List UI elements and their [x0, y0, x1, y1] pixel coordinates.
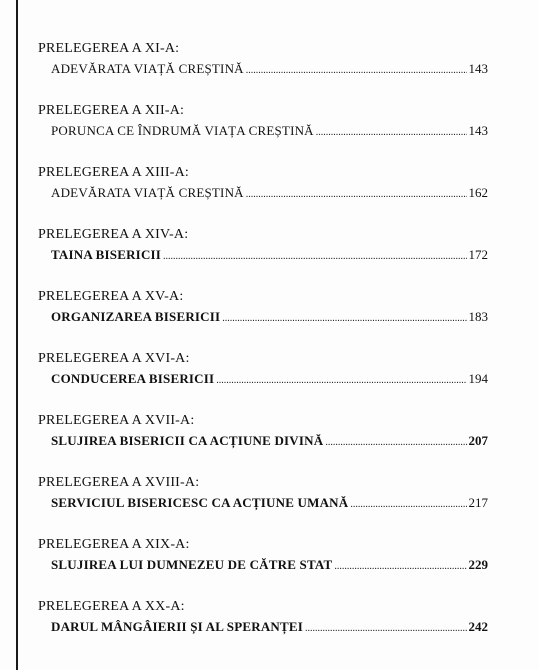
- dot-leader: [316, 124, 467, 141]
- page-number: 162: [468, 185, 488, 200]
- page-number: 217: [468, 495, 488, 510]
- dot-leader: [246, 186, 467, 203]
- lecture-heading: PRELEGEREA A XIX-A:: [38, 537, 190, 552]
- toc-entry: [38, 412, 488, 474]
- toc-entry: [38, 102, 488, 164]
- page-number: 207: [468, 433, 488, 448]
- lecture-heading: PRELEGEREA A XII-A:: [38, 103, 185, 118]
- dot-leader: [350, 496, 466, 513]
- dot-leader: [334, 558, 466, 575]
- page-number: 194: [468, 371, 488, 386]
- page-number: 143: [468, 61, 488, 76]
- chapter-title: CONDUCEREA BISERICII: [51, 371, 215, 386]
- lecture-heading: PRELEGEREA A XIV-A:: [38, 227, 189, 242]
- toc-row: [51, 432, 488, 449]
- toc-entry: [38, 598, 488, 660]
- lecture-heading: PRELEGEREA A XVII-A:: [38, 413, 195, 428]
- page-number: 242: [468, 619, 488, 634]
- toc-row: [51, 370, 488, 387]
- page-number: 172: [468, 247, 488, 262]
- lecture-heading: PRELEGEREA A XVI-A:: [38, 351, 190, 366]
- dot-leader: [163, 248, 466, 265]
- toc-row: [51, 618, 488, 635]
- chapter-title: ADEVĂRATA VIAȚĂ CREȘTINĂ: [51, 61, 244, 76]
- toc-entry: [38, 350, 488, 412]
- toc-row: [51, 308, 488, 325]
- chapter-title: ORGANIZAREA BISERICII: [51, 309, 221, 324]
- toc-row: [51, 556, 488, 573]
- page-number: 183: [468, 309, 488, 324]
- lecture-heading: PRELEGEREA A XX-A:: [38, 599, 185, 614]
- dot-leader: [305, 620, 466, 637]
- table-of-contents: [38, 40, 488, 660]
- lecture-heading: PRELEGEREA A XVIII-A:: [38, 475, 200, 490]
- dot-leader: [222, 310, 466, 327]
- chapter-title: ADEVĂRATA VIAȚĂ CREȘTINĂ: [51, 185, 244, 200]
- lecture-heading: PRELEGEREA A XIII-A:: [38, 165, 189, 180]
- toc-entry: [38, 536, 488, 598]
- page-number: 143: [468, 123, 488, 138]
- toc-entry: [38, 288, 488, 350]
- lecture-heading: PRELEGEREA A XV-A:: [38, 289, 184, 304]
- toc-row: [51, 494, 488, 511]
- toc-entry: [38, 40, 488, 102]
- toc-entry: [38, 226, 488, 288]
- page-number: 229: [468, 557, 488, 572]
- chapter-title: SLUJIREA BISERICII CA ACȚIUNE DIVINĂ: [51, 433, 324, 448]
- dot-leader: [216, 372, 466, 389]
- lecture-heading: PRELEGEREA A XI-A:: [38, 41, 180, 56]
- dot-leader: [325, 434, 466, 451]
- chapter-title: TAINA BISERICII: [51, 247, 162, 262]
- page-edge-line: [16, 0, 18, 670]
- toc-entry: [38, 164, 488, 226]
- toc-row: [51, 60, 488, 77]
- toc-row: [51, 246, 488, 263]
- toc-entry: [38, 474, 488, 536]
- dot-leader: [246, 62, 467, 79]
- toc-row: [51, 184, 488, 201]
- chapter-title: DARUL MÂNGÂIERII ȘI AL SPERANȚEI: [51, 619, 304, 634]
- chapter-title: SERVICIUL BISERICESC CA ACȚIUNE UMANĂ: [51, 495, 349, 510]
- chapter-title: SLUJIREA LUI DUMNEZEU DE CĂTRE STAT: [51, 557, 333, 572]
- chapter-title: PORUNCA CE ÎNDRUMĂ VIAȚA CREȘTINĂ: [51, 123, 314, 138]
- toc-row: [51, 122, 488, 139]
